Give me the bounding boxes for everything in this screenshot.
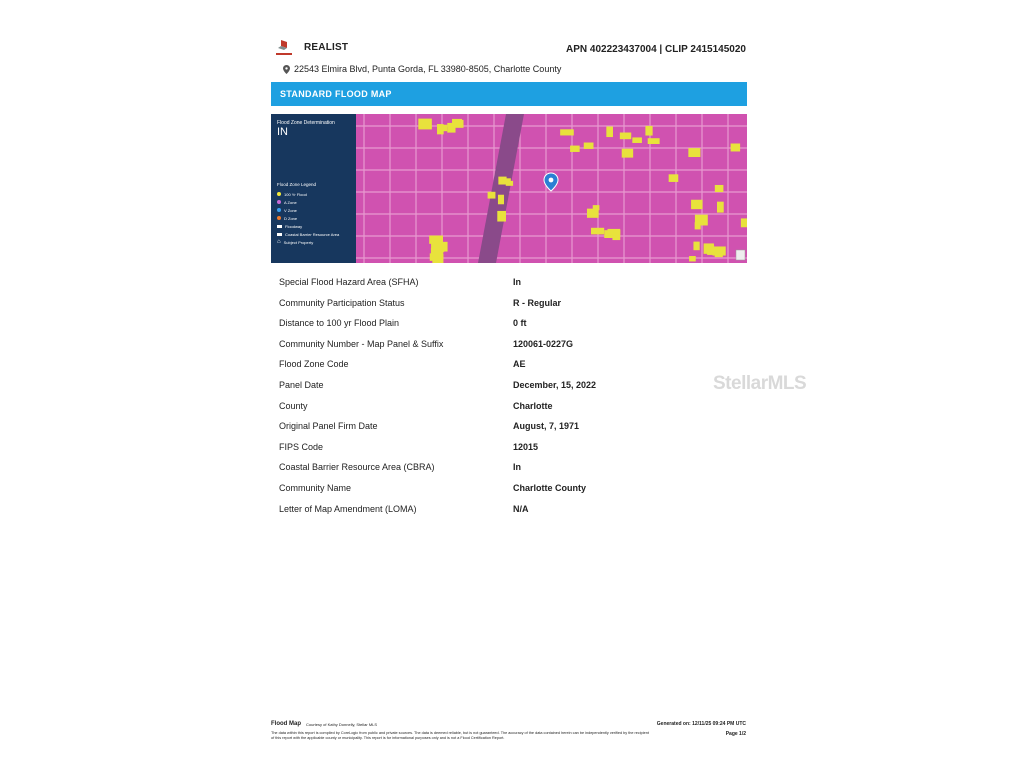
row-value: Charlotte County (513, 482, 586, 493)
row-value: 120061-0227G (513, 338, 574, 349)
legend-swatch (277, 200, 281, 204)
table-row (279, 480, 739, 501)
marker-center (549, 178, 554, 183)
legend-item (277, 230, 339, 238)
minimal-flood-zone-patch (418, 119, 432, 130)
legend-label: Subject Property (283, 239, 314, 245)
legend-swatch (277, 225, 282, 228)
table-row (279, 459, 739, 480)
minimal-flood-zone-patch (648, 138, 660, 144)
row-label: County (279, 400, 308, 411)
property-address (283, 64, 561, 74)
table-row (279, 377, 739, 398)
minimal-flood-zone-patch (488, 192, 496, 199)
flood-zone-determination-value: IN (277, 126, 288, 138)
minimal-flood-zone-patch (606, 127, 613, 138)
legend-item (277, 214, 339, 222)
section-banner (271, 82, 747, 106)
minimal-flood-zone-patch (691, 200, 702, 209)
table-row (279, 398, 739, 419)
apn-clip: APN 402223437004 | CLIP 2415145020 (566, 44, 746, 55)
minimal-flood-zone-patch (502, 178, 511, 184)
minimal-flood-zone-patch (715, 185, 724, 192)
footer-courtesy: Courtesy of Kathy Donnelly, Stellar MLS (306, 722, 378, 727)
table-row (279, 295, 739, 316)
minimal-flood-zone-patch (717, 202, 724, 213)
minimal-flood-zone-patch (584, 143, 594, 149)
minimal-flood-zone-patch (741, 218, 747, 227)
minimal-flood-zone-patch (437, 124, 444, 134)
table-row (279, 501, 739, 522)
brand-name: REALIST (304, 42, 349, 53)
legend-title: Flood Zone Legend (277, 182, 317, 187)
address-text: 22543 Elmira Blvd, Punta Gorda, FL 33980-8505, Charlotte County (294, 64, 562, 74)
table-row (279, 418, 739, 439)
minimal-flood-zone-patch (688, 148, 700, 157)
footer-generated: Generated on: 12/11/25 09:24 PM UTC (656, 721, 746, 727)
footer-title: Flood Map (271, 721, 301, 727)
minimal-flood-zone-patch (645, 126, 652, 136)
row-value: August, 7, 1971 (513, 421, 580, 432)
minimal-flood-zone-patch (498, 195, 504, 205)
row-label: Community Number - Map Panel & Suffix (279, 338, 444, 349)
flood-zone-map-image (356, 114, 747, 263)
legend-label: A Zone (284, 199, 297, 205)
minimal-flood-zone-patch (731, 143, 741, 151)
minimal-flood-zone-patch (607, 229, 620, 235)
map-legend-panel (271, 114, 356, 263)
flood-map (271, 114, 747, 263)
row-label: Original Panel Firm Date (279, 421, 378, 432)
minimal-flood-zone-patch (669, 174, 679, 182)
legend-item (277, 238, 339, 246)
table-row (279, 274, 739, 295)
row-value: December, 15, 2022 (513, 379, 597, 390)
minimal-flood-zone-patch (695, 222, 701, 229)
table-row (279, 356, 739, 377)
table-row (279, 315, 739, 336)
row-label: Community Name (279, 482, 352, 493)
legend-list (277, 190, 339, 246)
legend-label: D Zone (284, 215, 298, 221)
legend-label: Coastal Barrier Resource Area (285, 231, 340, 237)
minimal-flood-zone-patch (570, 146, 580, 152)
minimal-flood-zone-patch (620, 133, 631, 140)
flood-zone-determination-label: Flood Zone Determination (277, 120, 335, 126)
minimal-flood-zone-patch (431, 243, 444, 252)
legend-item (277, 206, 339, 214)
row-label: Coastal Barrier Resource Area (CBRA) (279, 462, 435, 473)
minimal-flood-zone-patch (632, 137, 642, 143)
row-value: In (513, 277, 521, 287)
row-value: 12015 (513, 441, 539, 452)
map-corner-control (736, 250, 745, 260)
table-row (279, 439, 739, 460)
corelogic-logo-icon (274, 39, 296, 57)
row-label: FIPS Code (279, 441, 324, 452)
row-value: Charlotte (513, 400, 553, 411)
flood-details-table (279, 274, 739, 521)
minimal-flood-zone-patch (453, 120, 463, 128)
stellarmls-watermark: StellarMLS (713, 373, 807, 394)
legend-swatch (277, 216, 281, 220)
row-label: Panel Date (279, 379, 324, 390)
row-value: 0 ft (513, 318, 527, 329)
minimal-flood-zone-patch (432, 254, 443, 263)
row-label: Flood Zone Code (279, 359, 349, 370)
legend-label: V Zone (284, 207, 297, 213)
minimal-flood-zone-patch (593, 205, 600, 210)
row-label: Distance to 100 yr Flood Plain (279, 318, 400, 329)
house-icon: ⌂ (277, 239, 281, 245)
legend-swatch (277, 208, 281, 212)
footer-page-number: Page 1/2 (725, 731, 746, 737)
legend-item (277, 190, 339, 198)
minimal-flood-zone-patch (689, 256, 696, 261)
minimal-flood-zone-patch (497, 211, 506, 222)
legend-label: 100 Yr Flood (284, 191, 307, 197)
legend-swatch (277, 192, 281, 196)
row-value: N/A (513, 503, 529, 514)
banner-title: STANDARD FLOOD MAP (280, 89, 392, 99)
row-value: AE (513, 359, 526, 370)
row-value: In (513, 462, 521, 473)
legend-item (277, 198, 339, 206)
legend-label: Floodway (285, 223, 303, 229)
row-value: R - Regular (513, 297, 562, 308)
minimal-flood-zone-patch (591, 228, 604, 235)
minimal-flood-zone-patch (693, 242, 699, 251)
table-row (279, 336, 739, 357)
row-label: Special Flood Hazard Area (SFHA) (279, 277, 419, 287)
row-label: Community Participation Status (279, 297, 405, 308)
row-label: Letter of Map Amendment (LOMA) (279, 503, 417, 514)
minimal-flood-zone-patch (712, 246, 725, 255)
minimal-flood-zone-patch (622, 149, 633, 158)
legend-item (277, 222, 339, 230)
legend-swatch (277, 233, 282, 236)
footer-disclaimer: The data within this report is compiled by CoreLogic from public and private sources. The data is deemed reliable, but is not guaranteed. The accuracy of the data contained herein can be independently verified by the recipient of this report with the applicable county or municipality. This report is for informational purposes only and is not a Flood Certification Report. (271, 731, 649, 740)
minimal-flood-zone-patch (560, 129, 574, 135)
location-pin-icon (283, 65, 290, 74)
